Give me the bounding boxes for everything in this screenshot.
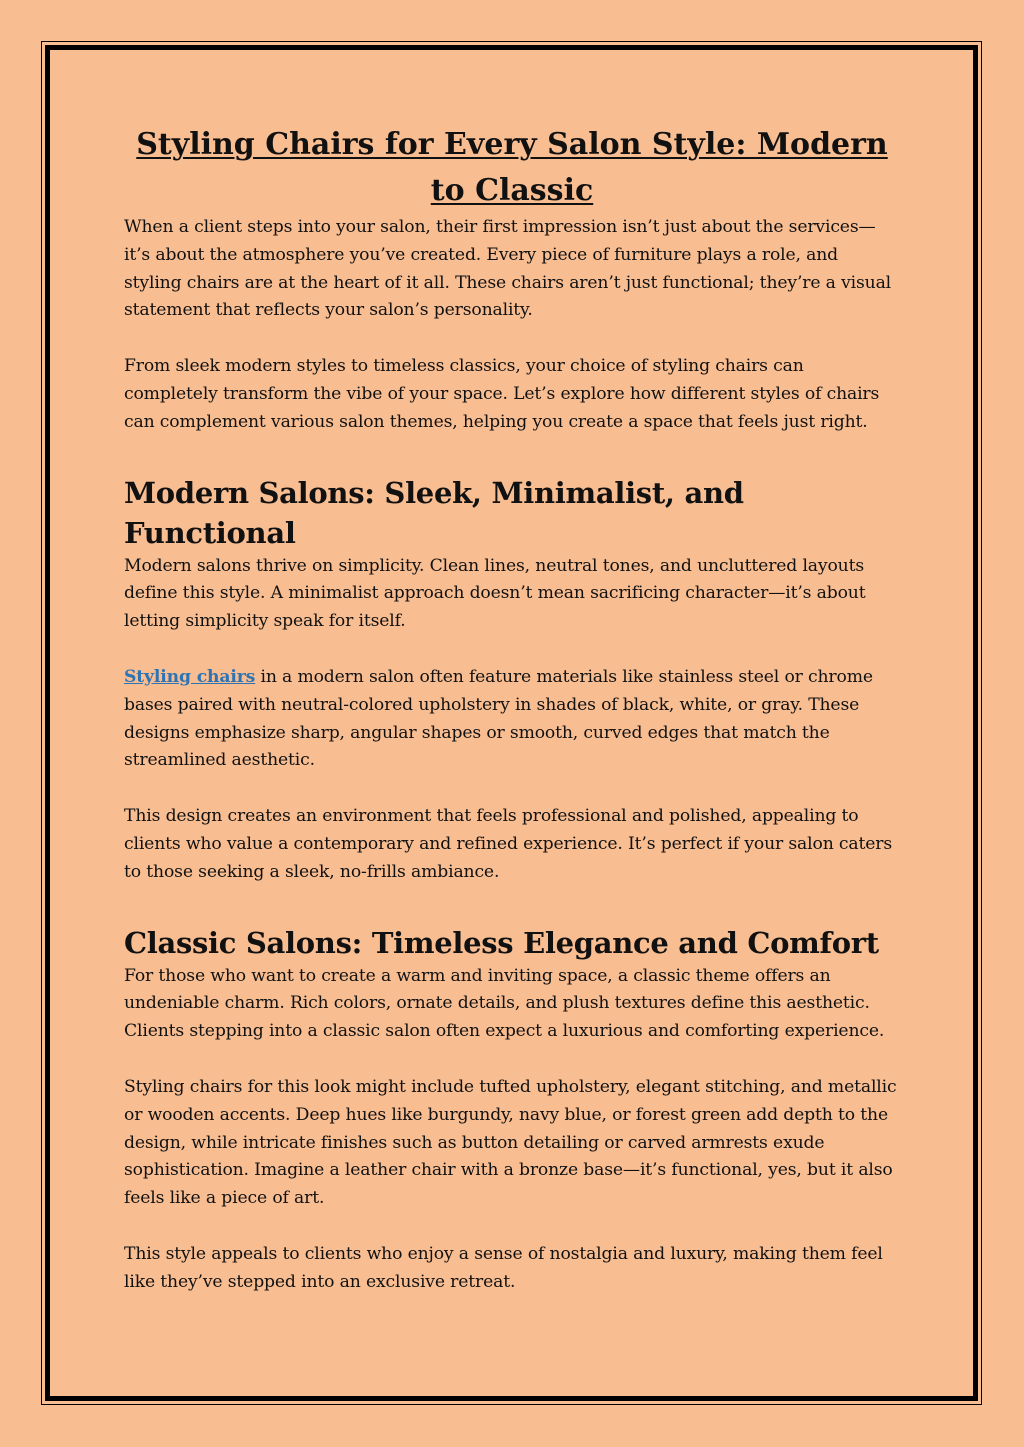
- classic-paragraph-1: For those who want to create a warm and inviting space, a classic theme offers an undeniable charm. Rich colors, ornate details, and plush textures define this aesthetic. Clients stepping into a classic salon often expect a luxurious and comforting experience.: [124, 965, 885, 1042]
- classic-paragraph-3: This style appeals to clients who enjoy a sense of nostalgia and luxury, making them feel like they’ve stepped into an exclusive retreat.: [124, 1243, 883, 1292]
- modern-paragraph-2-text: in a modern salon often feature materials like stainless steel or chrome bases paired with neutral-colored upholstery in shades of black, white, or gray. These designs emphasize sharp, angular shapes or smooth, curved edges that match the streamlined aesthetic.: [124, 666, 873, 771]
- intro-paragraph-1: When a client steps into your salon, their first impression isn’t just about the services—it’s about the atmosphere you’ve created. Every piece of furniture plays a role, and styling chairs are at the heart of it all. These chairs aren’t just functional; they’re a visual statement that reflects your salon’s personality.: [124, 217, 892, 321]
- intro-paragraph-2: From sleek modern styles to timeless classics, your choice of styling chairs can completely transform the vibe of your space. Let’s explore how different styles of chairs can complement various salon themes, helping you create a space that feels just right.: [124, 356, 880, 432]
- classic-paragraph-2: Styling chairs for this look might include tufted upholstery, elegant stitching, and metallic or wooden accents. Deep hues like burgundy, navy blue, or forest green add depth to the design, while intricate finishes such as button detailing or carved armrests exude sophistication. Imagine a leather chair with a bronze base—it’s functional, yes, but it also feels like a piece of art.: [124, 1076, 897, 1209]
- styling-chairs-link[interactable]: Styling chairs: [124, 666, 256, 687]
- modern-paragraph-2: [124, 664, 900, 775]
- modern-section-heading: Modern Salons: Sleek, Minimalist, and Functional: [124, 475, 744, 550]
- classic-section-heading: Classic Salons: Timeless Elegance and Comfort: [124, 925, 879, 960]
- document-body: [124, 122, 900, 1297]
- page-title: Styling Chairs for Every Salon Style: Modern to Classic: [136, 127, 888, 208]
- modern-paragraph-1: Modern salons thrive on simplicity. Clean lines, neutral tones, and uncluttered layouts define this style. A minimalist approach doesn’t mean sacrificing character—it’s about letting simplicity speak for itself.: [124, 555, 866, 632]
- modern-paragraph-3: This design creates an environment that feels professional and polished, appealing to clients who value a contemporary and refined experience. It’s perfect if your salon caters to those seeking a sleek, no-frills ambiance.: [124, 806, 893, 882]
